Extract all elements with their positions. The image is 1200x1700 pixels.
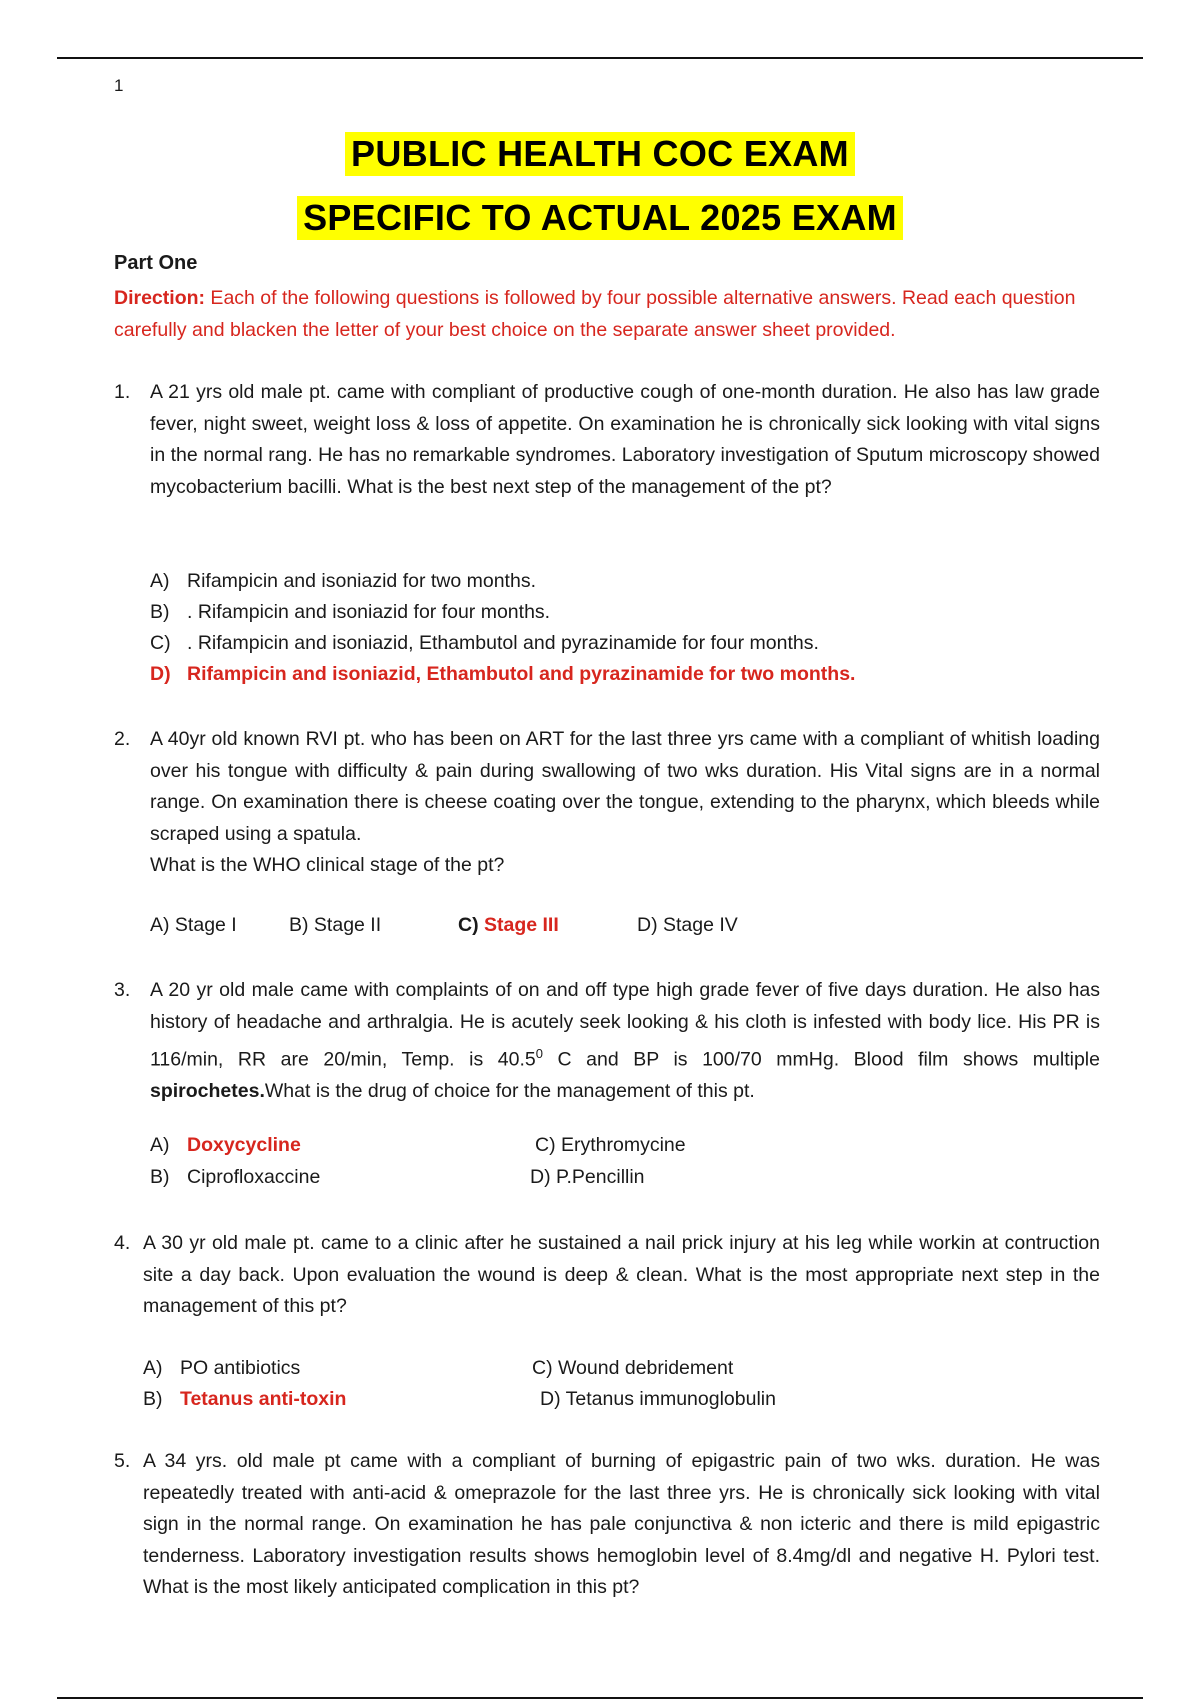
question-4 [114,1228,1100,1323]
option-text: Stage I [174,914,237,936]
question-text-part: What is the drug of choice for the management of this pt. [264,1080,755,1102]
question-number: 5. [114,1450,131,1472]
option-a [150,566,855,597]
option-a [143,1357,300,1380]
question-text: A 34 yrs. old male pt came with a compliant of burning of epigastric pain of two wks. duration. He was repeatedly treated with anti-acid & omeprazole for the last three yrs. He is chronically sick looking with vital sign in the normal range. On examination he has pale conjunctiva & non icteric and there is mild epigastric tenderness. Laboratory investigation results shows hemoglobin level of 8.4mg/dl and negative H. Pylori test. What is the most likely anticipated complication in this pt? [143,1450,1100,1598]
option-letter: A) [150,1134,170,1156]
question-number: 1. [114,381,131,403]
degree-superscript: 0 [535,1046,543,1061]
option-c [535,1134,686,1157]
bottom-rule [57,1697,1143,1699]
option-b [289,914,381,937]
option-b [150,597,855,628]
option-a [150,914,237,937]
question-number: 4. [114,1232,131,1254]
option-text: Doxycycline [187,1134,301,1156]
option-letter: A) [150,914,170,936]
option-text: Rifampicin and isoniazid for two months. [187,570,536,592]
option-d [530,1166,645,1189]
option-d-correct [150,659,855,690]
direction-body: Each of the following questions is followed by four possible alternative answers. Read each question carefully and blacken the letter of your best choice on the separate answer sheet provided. [114,287,1076,341]
option-text: Rifampicin and isoniazid, Ethambutol and pyrazinamide for two months. [187,663,856,685]
option-letter: C) [532,1357,553,1379]
option-d [637,914,738,937]
option-text: Tetanus immunoglobulin [565,1388,776,1410]
question-3 [114,975,1100,1108]
option-text: . Rifampicin and isoniazid for four months. [187,601,551,623]
option-letter: D) [637,914,658,936]
option-letter: B) [150,601,170,623]
question-text-2: What is the WHO clinical stage of the pt? [150,854,505,876]
question-number: 3. [114,979,131,1001]
option-letter: B) [150,1166,170,1188]
question-1-options [150,566,855,690]
question-number: 2. [114,728,131,750]
bold-term: spirochetes. [150,1080,265,1102]
title-line-1-wrap [0,132,1200,176]
exam-title: PUBLIC HEALTH COC EXAM [345,132,855,176]
option-c-correct [458,914,559,937]
direction-text [114,282,1100,346]
option-letter: A) [150,570,170,592]
option-text: Ciprofloxaccine [187,1166,321,1188]
question-5 [114,1446,1100,1604]
option-letter: D) [150,663,171,685]
question-text [150,975,1100,1108]
option-letter: D) [540,1388,561,1410]
option-text: Tetanus anti-toxin [180,1388,347,1410]
question-1 [114,377,1100,503]
page-number: 1 [114,76,124,95]
option-letter: A) [143,1357,163,1379]
part-heading: Part One [114,252,198,274]
option-c [150,628,855,659]
option-c [532,1357,733,1380]
option-text: . Rifampicin and isoniazid, Ethambutol and pyrazinamide for four months. [187,632,819,654]
option-letter: B) [143,1388,163,1410]
option-letter: B) [289,914,309,936]
question-2 [114,724,1100,882]
option-text: Stage II [313,914,382,936]
top-rule [57,57,1143,59]
exam-subtitle: SPECIFIC TO ACTUAL 2025 EXAM [297,196,903,240]
option-text: Wound debridement [558,1357,734,1379]
option-letter: C) [458,914,479,936]
option-letter: C) [150,632,171,654]
option-text: Stage III [484,914,559,936]
option-text: Erythromycine [561,1134,686,1156]
option-text: PO antibiotics [180,1357,301,1379]
question-text: A 30 yr old male pt. came to a clinic after he sustained a nail prick injury at his leg while workin at contruction site a day back. Upon evaluation the wound is deep & clean. What is the most appropriate next step in the management of this pt? [143,1232,1100,1317]
option-letter: D) [530,1166,551,1188]
question-text-part: A 20 yr old male came with complaints of on and off type high grade fever of five days duration. He also has history of headache and arthralgia. He is acutely seek looking & his cloth is infested with body lice. His PR is 116/min, RR are 20/min, Temp. is 40.5 [150,979,1100,1071]
option-letter: C) [535,1134,556,1156]
question-text: A 40yr old known RVI pt. who has been on ART for the last three yrs came with a compliant of whitish loading over his tongue with difficulty & pain during swallowing of two wks duration. His Vital signs are in a normal range. On examination there is cheese coating over the tongue, extending to the pharynx, which bleeds while scraped using a spatula. [150,728,1100,845]
option-d [540,1388,776,1411]
question-text: A 21 yrs old male pt. came with compliant of productive cough of one-month duration. He also has law grade fever, night sweet, weight loss & loss of appetite. On examination he is chronically sick looking with vital signs in the normal rang. He has no remarkable syndromes. Laboratory investigation of Sputum microscopy showed mycobacterium bacilli. What is the best next step of the management of the pt? [150,381,1100,498]
option-a-correct [150,1134,301,1157]
question-text-part: C and BP is 100/70 mmHg. Blood film shows multiple [542,1048,1100,1071]
option-b [150,1166,320,1189]
title-line-2-wrap [0,196,1200,240]
option-text: P.Pencillin [556,1166,645,1188]
option-text: Stage IV [663,914,738,936]
option-b-correct [143,1388,346,1411]
direction-label: Direction: [114,287,206,309]
